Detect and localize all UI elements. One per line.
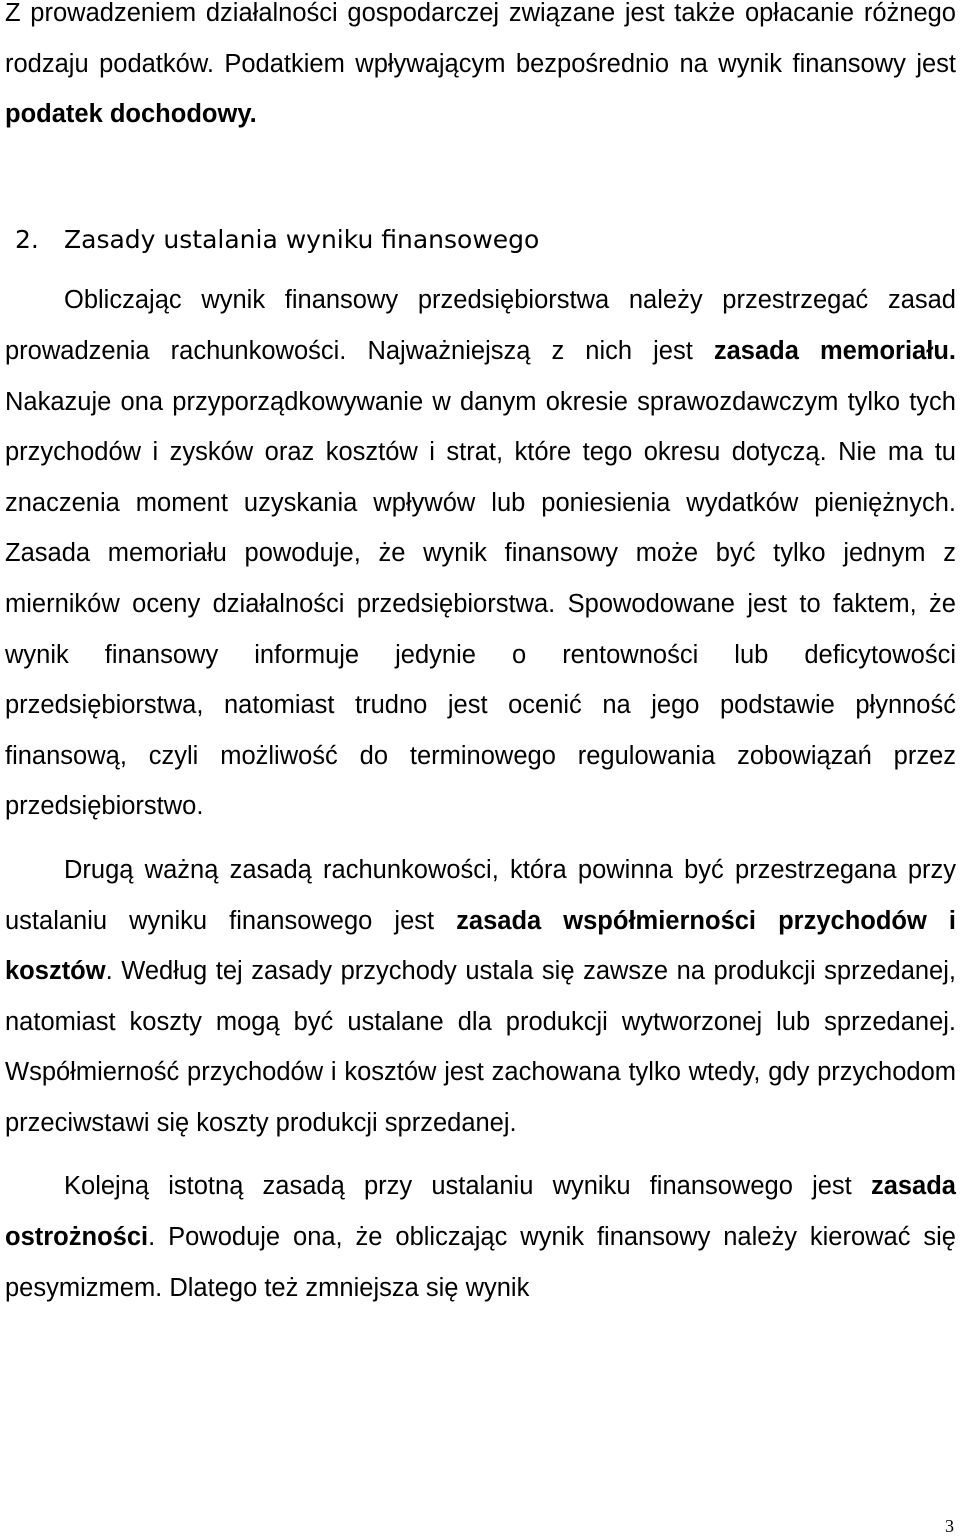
intro-paragraph xyxy=(5,0,956,140)
section-title: Zasady ustalania wyniku finansowego xyxy=(64,224,540,254)
intro-text: Z prowadzeniem działalności gospodarczej związane jest także opłacanie różnego rodzaju podatków. Podatkiem wpływającym bezpośrednio na wynik finansowy jest xyxy=(5,0,956,78)
paragraph-memorial-bold-term: zasada memoriału. xyxy=(713,336,956,365)
paragraph-prudence-bold-term: zasada ostrożności xyxy=(5,1172,956,1252)
paragraph-matching-text-2: . Według tej zasady przychody ustala się zawsze na produkcji sprzedanej, natomiast koszty mogą być ustalane dla produkcji wytworzonej lub sprzedanej. Współmierność przychodów i kosztów jest zachowana tylko wtedy, gdy przychodom przeciwstawi się koszty produkcji sprzedanej. xyxy=(5,957,956,1137)
paragraph-memorial xyxy=(5,275,956,832)
paragraph-prudence xyxy=(5,1161,956,1313)
paragraph-matching-bold-term: zasada współmierności przychodów i kosztów xyxy=(5,906,956,986)
paragraph-memorial-text-1: Obliczając wynik finansowy przedsiębiorstwa należy przestrzegać zasad prowadzenia rachunkowości. Najważniejszą z nich jest xyxy=(5,286,956,365)
section-heading: 2. Zasady ustalania wyniku finansowego xyxy=(15,224,540,254)
document-page xyxy=(5,0,956,1313)
paragraph-prudence-text-2: . Powoduje ona, że obliczając wynik finansowy należy kierować się pesymizmem. Dlatego też zmniejsza się wynik xyxy=(5,1223,956,1302)
paragraph-matching xyxy=(5,845,956,1149)
paragraph-matching-text-1: Drugą ważną zasadą rachunkowości, która powinna być przestrzegana przy ustalaniu wyniku finansowego jest xyxy=(5,855,956,935)
intro-bold-term: podatek dochodowy. xyxy=(5,100,257,129)
page-number: 3 xyxy=(945,1516,954,1536)
paragraph-prudence-text-1: Kolejną istotną zasadą przy ustalaniu wyniku finansowego jest xyxy=(64,1172,871,1201)
paragraph-memorial-text-2: Nakazuje ona przyporządkowywanie w danym okresie sprawozdawczym tylko tych przychodów i zysków oraz kosztów i strat, które tego okresu dotyczą. Nie ma tu znaczenia moment uzyskania wpływów lub poniesienia wydatków pieniężnych. Zasada memoriału powoduje, że wynik finansowy może być tylko jednym z mierników oceny działalności przedsiębiorstwa. Spowodowane jest to faktem, że wynik finansowy informuje jedynie o rentowności lub deficytowości przedsiębiorstwa, natomiast trudno jest ocenić na jego podstawie płynność finansową, czyli możliwość do terminowego regulowania zobowiązań przez przedsiębiorstwo. xyxy=(5,387,956,821)
